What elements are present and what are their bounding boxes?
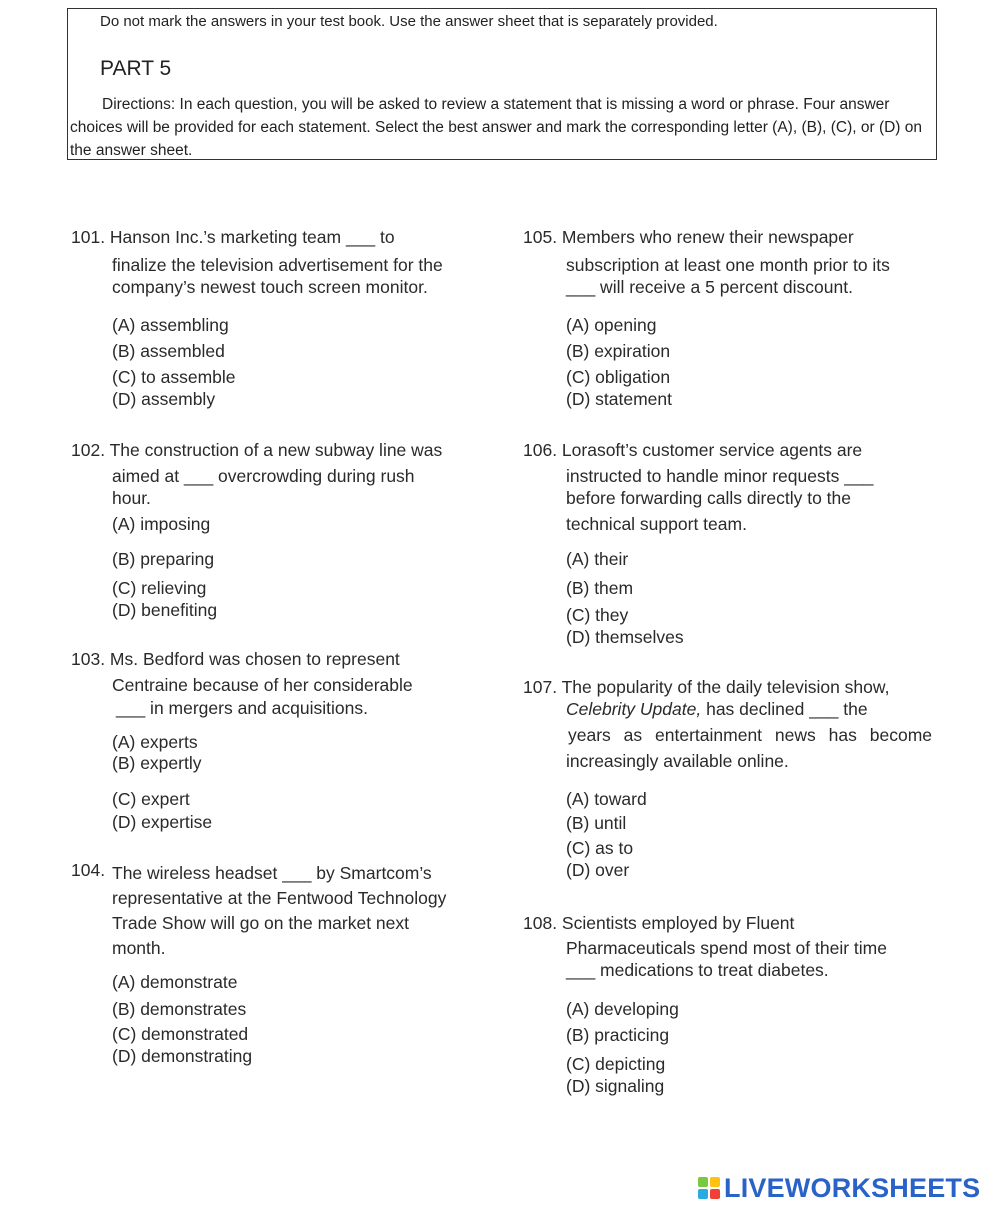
question-text-line: before forwarding calls directly to the <box>566 488 851 508</box>
question-text-line: finalize the television advertisement for the <box>112 255 443 275</box>
option-a[interactable]: (A) experts <box>112 732 198 752</box>
option-d[interactable]: (D) over <box>566 860 630 880</box>
option-a[interactable]: (A) opening <box>566 315 657 335</box>
option-d[interactable]: (D) expertise <box>112 812 213 832</box>
option-c[interactable]: (C) to assemble <box>112 367 236 387</box>
question-text-line: Trade Show will go on the market next <box>112 913 409 933</box>
option-b[interactable]: (B) practicing <box>566 1025 670 1045</box>
option-a[interactable]: (A) their <box>566 549 629 569</box>
question-text-line: 102. The construction of a new subway line was <box>71 440 443 460</box>
option-d[interactable]: (D) assembly <box>112 389 216 409</box>
option-c[interactable]: (C) obligation <box>566 367 671 387</box>
option-a[interactable]: (A) imposing <box>112 514 211 534</box>
option-c[interactable]: (C) depicting <box>566 1054 666 1074</box>
question-text-line: ___ will receive a 5 percent discount. <box>566 277 853 297</box>
option-d[interactable]: (D) themselves <box>566 627 684 647</box>
option-a[interactable]: (A) toward <box>566 789 647 809</box>
question-text-line: instructed to handle minor requests ___ <box>566 466 874 486</box>
option-d[interactable]: (D) demonstrating <box>112 1046 253 1066</box>
option-c[interactable]: (C) relieving <box>112 578 207 598</box>
option-a[interactable]: (A) demonstrate <box>112 972 238 992</box>
logo-text: LIVEWORKSHEETS <box>724 1172 981 1203</box>
option-c[interactable]: (C) expert <box>112 789 190 809</box>
option-c[interactable]: (C) demonstrated <box>112 1024 249 1044</box>
liveworksheets-logo[interactable] <box>698 1173 980 1203</box>
option-a[interactable]: (A) developing <box>566 999 679 1019</box>
option-b[interactable]: (B) demonstrates <box>112 999 247 1019</box>
option-b[interactable]: (B) expertly <box>112 753 202 773</box>
question-text-line: subscription at least one month prior to its <box>566 255 890 275</box>
question-text-line: The wireless headset ___ by Smartcom’s <box>112 863 432 883</box>
question-text-line: ___ medications to treat diabetes. <box>566 960 829 980</box>
option-b[interactable]: (B) preparing <box>112 549 215 569</box>
question-text-line: 105. Members who renew their newspaper <box>523 227 854 247</box>
question-text-line: company’s newest touch screen monitor. <box>112 277 428 297</box>
logo-icon <box>698 1177 720 1199</box>
directions-text: Directions: In each question, you will be asked to review a statement that is missing a word or phrase. Four answer choices will be provided for each statement. Select the best answer and mark the corresponding letter (A), (B), (C), or (D) on the answer sheet. <box>70 96 923 159</box>
question-text-line: Celebrity Update, has declined ___ the <box>566 699 868 719</box>
option-d[interactable]: (D) signaling <box>566 1076 665 1096</box>
part-title: PART 5 <box>100 57 172 80</box>
option-c[interactable]: (C) as to <box>566 838 634 858</box>
question-number: 104. <box>71 860 106 880</box>
question-text-line: aimed at ___ overcrowding during rush <box>112 466 415 486</box>
option-a[interactable]: (A) assembling <box>112 315 229 335</box>
question-text-line: 106. Lorasoft’s customer service agents are <box>523 440 863 460</box>
option-d[interactable]: (D) benefiting <box>112 600 218 620</box>
question-text-line: ___ in mergers and acquisitions. <box>116 698 368 718</box>
logo-square-i <box>710 1177 720 1187</box>
question-text-line: 108. Scientists employed by Fluent <box>523 913 795 933</box>
question-text-line: Pharmaceuticals spend most of their time <box>566 938 887 958</box>
notice-text: Do not mark the answers in your test book. Use the answer sheet that is separately provided. <box>100 13 718 30</box>
question-text-line: representative at the Fentwood Technology <box>112 888 447 908</box>
question-text-line: 103. Ms. Bedford was chosen to represent <box>71 649 400 669</box>
instructions-box <box>67 8 937 160</box>
option-b[interactable]: (B) expiration <box>566 341 671 361</box>
question-text-line: hour. <box>112 488 151 508</box>
show-title: Celebrity Update, <box>566 699 702 719</box>
option-d[interactable]: (D) statement <box>566 389 672 409</box>
option-b[interactable]: (B) assembled <box>112 341 225 361</box>
question-text-line: years as entertainment news has become <box>568 725 932 745</box>
option-c[interactable]: (C) they <box>566 605 629 625</box>
question-text-line: 107. The popularity of the daily television show, <box>523 677 890 697</box>
option-b[interactable]: (B) them <box>566 578 634 598</box>
logo-square-v <box>698 1189 708 1199</box>
logo-square-l <box>698 1177 708 1187</box>
question-text-line: increasingly available online. <box>566 751 789 771</box>
question-text-line: technical support team. <box>566 514 747 534</box>
question-text-line: 101. Hanson Inc.’s marketing team ___ to <box>71 227 395 247</box>
question-text-line: Centraine because of her considerable <box>112 675 413 695</box>
question-text-line: month. <box>112 938 166 958</box>
option-b[interactable]: (B) until <box>566 813 627 833</box>
logo-square-e <box>710 1189 720 1199</box>
